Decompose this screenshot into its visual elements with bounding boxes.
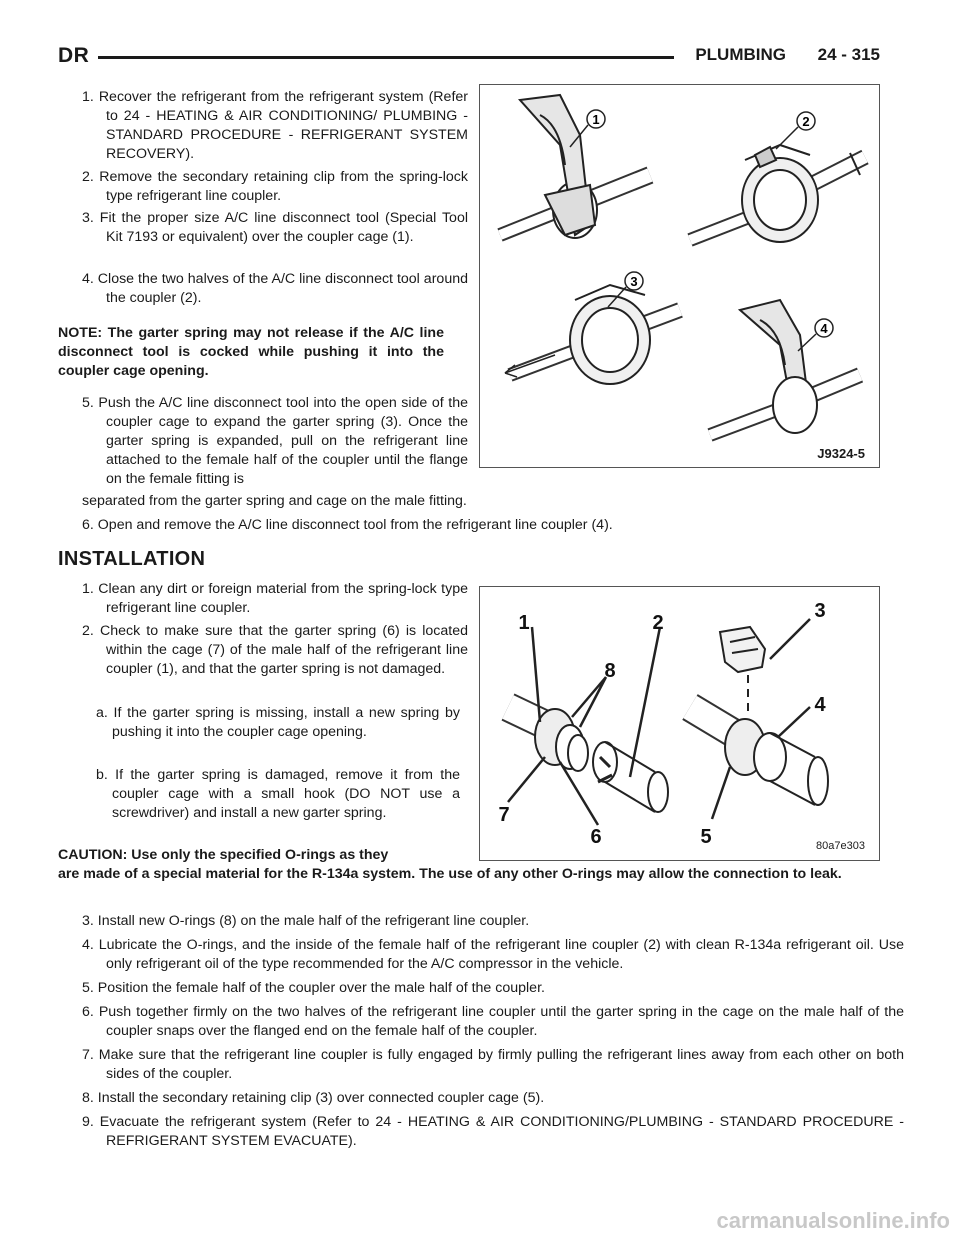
install-step-8: 8. Install the secondary retaining clip (3) over connected coupler cage (5). (82, 1090, 545, 1106)
fig2-callout-7: 7 (498, 804, 510, 826)
removal-step-2: 2. Remove the secondary retaining clip from the spring-lock type refrigerant line coupler. (82, 169, 468, 204)
fig2-callout-3: 3 (814, 600, 826, 622)
model-code: DR (58, 44, 90, 67)
figure-coupler (479, 586, 880, 861)
install-step-6: 6. Push together firmly on the two halves of the refrigerant line coupler until the garter spring in the cage on the male half of the coupler snaps over the flanged end on the female half of the coupler. (82, 1004, 904, 1039)
header-rule (98, 56, 674, 59)
fig1-callout-2: 2 (802, 114, 810, 129)
install-step-9: 9. Evacuate the refrigerant system (Refer to 24 - HEATING & AIR CONDITIONING/PLUMBING - STANDARD PROCEDURE - REFRIGERANT SYSTEM EVACUATE). (82, 1114, 904, 1149)
panel-1 (500, 95, 650, 238)
fig2-callout-4: 4 (814, 694, 826, 716)
removal-step-3: 3. Fit the proper size A/C line disconnect tool (Special Tool Kit 7193 or equivalent) over the coupler cage (1). (82, 210, 468, 245)
removal-step-5: 5. Push the A/C line disconnect tool into the open side of the coupler cage to expand the garter spring (3). Once the garter spring is expanded, pull on the refrigerant line attached to the female half of the coupler until the flange on the female fitting is (82, 395, 468, 487)
page-number: 24 - 315 (817, 45, 880, 64)
install-step-5: 5. Position the female half of the coupler over the male half of the coupler. (82, 980, 545, 996)
panel-4 (710, 300, 860, 435)
install-step-1: 1. Clean any dirt or foreign material from the spring-lock type refrigerant line coupler. (82, 581, 468, 616)
fig2-callout-1: 1 (518, 612, 530, 634)
removal-step-6: 6. Open and remove the A/C line disconnect tool from the refrigerant line coupler (4). (82, 517, 613, 533)
panel-3 (505, 285, 680, 384)
coupler-illustration (480, 587, 879, 860)
install-substep-b: b. If the garter spring is damaged, remove it from the coupler cage with a small hook (DO NOT use a screwdriver) and install a new garter spring. (96, 767, 460, 821)
install-step-7: 7. Make sure that the refrigerant line coupler is fully engaged by firmly pulling the refrigerant lines away from each other on both sides of the coupler. (82, 1047, 904, 1082)
watermark: carmanualsonline.info (716, 1208, 950, 1233)
figure-disconnect-tool (479, 84, 880, 468)
removal-step-1: 1. Recover the refrigerant from the refrigerant system (Refer to 24 - HEATING & AIR CONDITIONING/ PLUMBING - STANDARD PROCEDURE - REFRIGERANT SYSTEM RECOVERY). (82, 89, 468, 162)
page-header (58, 44, 880, 74)
section-title: PLUMBING (695, 45, 786, 64)
caution-line-1: CAUTION: Use only the specified O-rings as they (58, 847, 389, 863)
install-substep-a: a. If the garter spring is missing, install a new spring by pushing it into the coupler cage opening. (96, 705, 460, 740)
fig2-callout-2: 2 (652, 612, 664, 634)
fig1-callout-4: 4 (820, 321, 828, 336)
figure1-id: J9324-5 (817, 446, 865, 461)
install-step-2: 2. Check to make sure that the garter spring (6) is located within the cage (7) of the male half of the refrigerant line coupler (1), and that the garter spring is not damaged. (82, 623, 468, 677)
removal-note: NOTE: The garter spring may not release if the A/C line disconnect tool is cocked while pushing it into the coupler cage opening. (58, 325, 444, 379)
install-step-4: 4. Lubricate the O-rings, and the inside of the female half of the refrigerant line coupler (2) with clean R-134a refrigerant oil. Use only refrigerant oil of the type recommended for the A/C compressor in the vehicle. (82, 937, 904, 972)
installation-heading: INSTALLATION (58, 548, 206, 570)
panel-2 (690, 145, 865, 242)
fig2-callout-8: 8 (604, 660, 616, 682)
removal-step-5-cont: separated from the garter spring and cage on the male fitting. (82, 493, 467, 509)
fig1-callout-1: 1 (592, 112, 600, 127)
fig2-callout-6: 6 (590, 826, 602, 848)
disconnect-tool-illustration (480, 85, 879, 467)
caution-text: are made of a special material for the R-134a system. The use of any other O-rings may allow the connection to leak. (58, 866, 842, 882)
removal-step-4: 4. Close the two halves of the A/C line disconnect tool around the coupler (2). (82, 271, 468, 306)
figure2-id: 80a7e303 (816, 840, 865, 852)
fig1-callout-3: 3 (630, 274, 638, 289)
fig2-callout-5: 5 (700, 826, 712, 848)
install-step-3: 3. Install new O-rings (8) on the male half of the refrigerant line coupler. (82, 913, 530, 929)
